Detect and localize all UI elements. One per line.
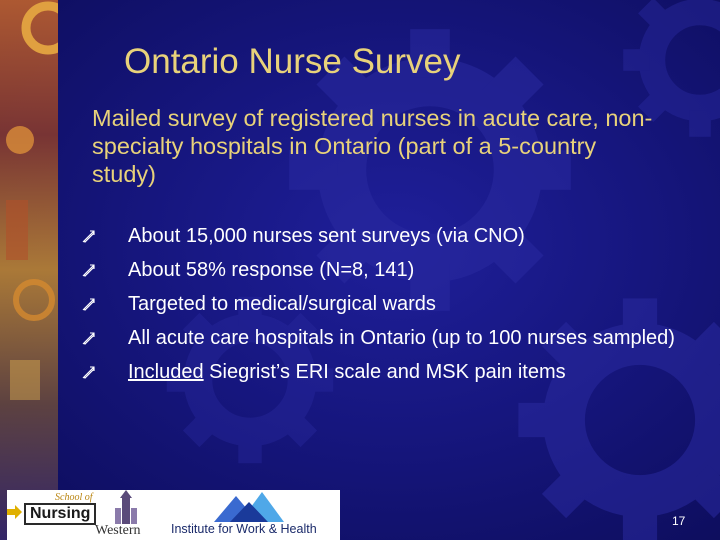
list-item bbox=[82, 360, 692, 384]
bullet-text-underlined: Included bbox=[128, 361, 204, 383]
school-of-label: School of bbox=[55, 492, 93, 503]
quill-pen-bullet-icon bbox=[82, 263, 96, 277]
western-logo-text: Western bbox=[95, 523, 141, 538]
page-number: 17 bbox=[672, 514, 686, 528]
arrow-icon bbox=[7, 503, 23, 521]
bullet-text: Siegrist’s ERI scale and MSK pain items bbox=[203, 361, 566, 383]
bullet-list bbox=[82, 224, 692, 394]
quill-pen-bullet-icon bbox=[82, 297, 96, 311]
bullet-text: About 58% response (N=8, 141) bbox=[128, 259, 415, 281]
quill-pen-bullet-icon bbox=[82, 331, 96, 345]
bullet-text: About 15,000 nurses sent surveys (via CNO) bbox=[128, 225, 525, 247]
intro-paragraph: Mailed survey of registered nurses in acute care, non-specialty hospitals in Ontario (part of a 5-country study) bbox=[92, 105, 653, 187]
bullet-text: Targeted to medical/surgical wards bbox=[128, 293, 436, 315]
list-item bbox=[82, 258, 692, 282]
nursing-logo: Nursing bbox=[24, 503, 96, 525]
footer-logos bbox=[7, 490, 340, 540]
decorative-side-strip bbox=[0, 0, 58, 540]
quill-pen-bullet-icon bbox=[82, 229, 96, 243]
list-item bbox=[82, 326, 692, 350]
list-item bbox=[82, 292, 692, 316]
iwh-label: Institute for Work & Health bbox=[171, 522, 317, 536]
university-tower-icon bbox=[111, 490, 141, 526]
list-item bbox=[82, 224, 692, 248]
slide-title: Ontario Nurse Survey bbox=[124, 42, 461, 81]
quill-pen-bullet-icon bbox=[82, 365, 96, 379]
mountain-logo-icon bbox=[214, 492, 284, 522]
bullet-text: All acute care hospitals in Ontario (up to 100 nurses sampled) bbox=[128, 327, 675, 349]
